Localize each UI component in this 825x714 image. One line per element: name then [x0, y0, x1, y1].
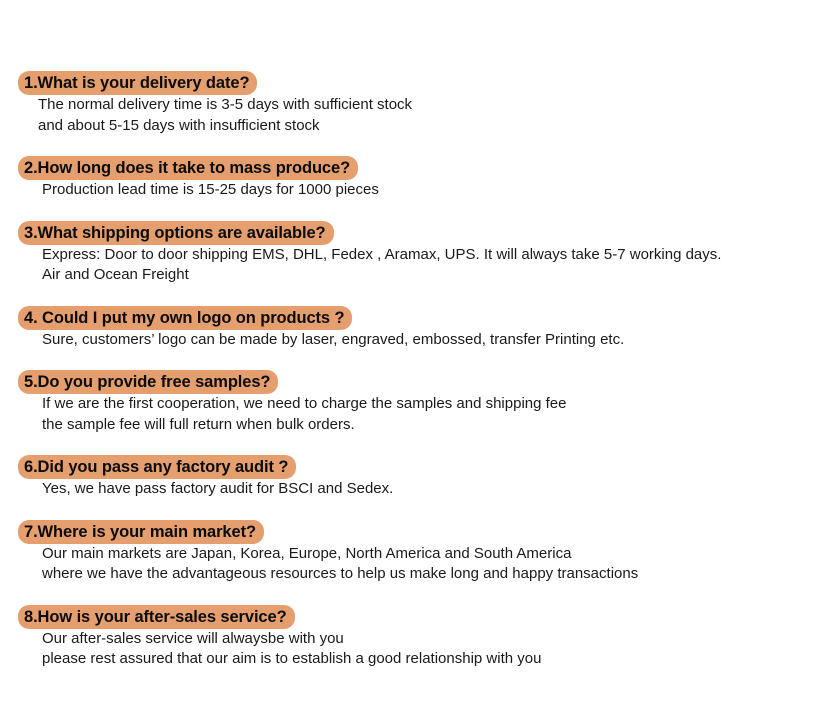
- faq-answer-line: Our after-sales service will alwaysbe with you: [42, 629, 344, 647]
- faq-answer-line: the sample fee will full return when bulk orders.: [42, 415, 355, 433]
- faq-answer-line: Express: Door to door shipping EMS, DHL, Fedex , Aramax, UPS. It will always take 5-7 working days.: [42, 245, 722, 263]
- faq-item-mass-produce: [18, 156, 818, 201]
- faq-item-main-market: [18, 520, 818, 585]
- faq-answer: [18, 245, 818, 286]
- faq-item-factory-audit: [18, 455, 818, 500]
- faq-item-own-logo: [18, 306, 818, 351]
- faq-answer-line: and about 5-15 days with insufficient stock: [38, 116, 320, 134]
- faq-answer-line: where we have the advantageous resources to help us make long and happy transactions: [42, 565, 639, 582]
- faq-answer-line: Production lead time is 15-25 days for 1000 pieces: [42, 181, 379, 198]
- faq-answer: [18, 629, 818, 670]
- faq-question: 6.Did you pass any factory audit ?: [18, 455, 296, 479]
- faq-item-free-samples: [18, 370, 818, 435]
- faq-answer-line: please rest assured that our aim is to establish a good relationship with you: [42, 650, 542, 667]
- faq-answer-line: Sure, customers’ logo can be made by laser, engraved, embossed, transfer Printing etc.: [42, 330, 625, 348]
- faq-item-delivery-date: [18, 71, 818, 136]
- faq-answer: [18, 479, 818, 500]
- faq-answer: [18, 544, 818, 585]
- faq-question: 4. Could I put my own logo on products ?: [18, 306, 352, 330]
- faq-question: 7.Where is your main market?: [18, 520, 264, 544]
- faq-question: 8.How is your after-sales service?: [18, 605, 295, 629]
- faq-question: 5.Do you provide free samples?: [18, 370, 278, 394]
- faq-answer-line: The normal delivery time is 3-5 days with sufficient stock: [38, 96, 413, 113]
- faq-answer: [18, 330, 818, 351]
- faq-question: 2.How long does it take to mass produce?: [18, 156, 358, 180]
- faq-answer-line: If we are the first cooperation, we need to charge the samples and shipping fee: [42, 395, 567, 412]
- faq-answer-line: Air and Ocean Freight: [42, 266, 189, 283]
- faq-answer: [18, 394, 818, 435]
- faq-answer: [18, 95, 818, 136]
- faq-item-after-sales: [18, 605, 818, 670]
- faq-item-shipping-options: [18, 221, 818, 286]
- faq-question: 3.What shipping options are available?: [18, 221, 334, 245]
- faq-list: [18, 71, 818, 670]
- faq-answer-line: Our main markets are Japan, Korea, Europe, North America and South America: [42, 544, 572, 562]
- faq-question: 1.What is your delivery date?: [18, 71, 257, 95]
- faq-answer-line: Yes, we have pass factory audit for BSCI and Sedex.: [42, 480, 394, 497]
- faq-answer: [18, 180, 818, 201]
